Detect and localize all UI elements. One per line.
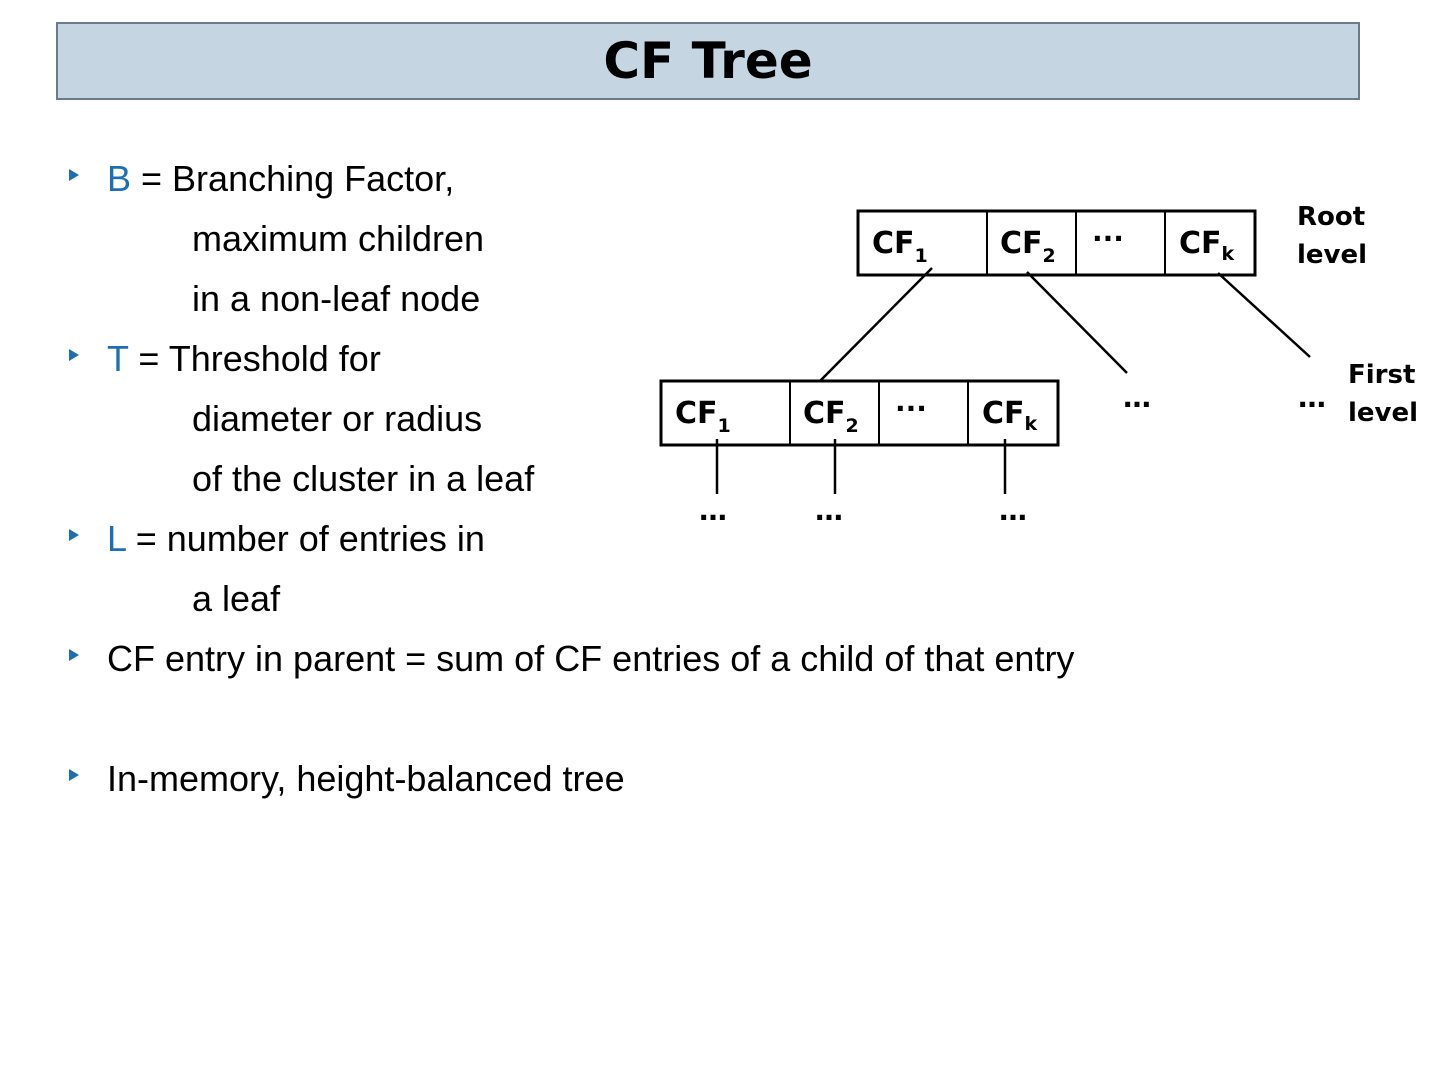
root-cf2-ellipsis: … [1123,381,1151,414]
bullet-cf-entry: CF entry in parent = sum of CF entries of a child of that entry [107,638,1075,679]
first-level-label-line-1: First [1348,360,1416,390]
root-level-label-line-2: level [1297,240,1368,270]
first-level-node [661,381,1058,445]
bullet-b-text: = Branching Factor, [131,158,455,199]
root-level-label [1297,198,1367,274]
root-entry-2: $CF_2$ [1000,226,1056,267]
root-node [858,211,1255,275]
first-entry-dots: ··· [895,392,927,425]
first-entry-k: $CF_k$ [982,396,1038,435]
edge-root-cf2 [1027,272,1127,373]
bullet-b-line-3: in a non-leaf node [192,278,481,319]
bullet-t-line-3: of the cluster in a leaf [192,458,535,499]
bullet-l-key: L [107,518,126,559]
root-cfk-ellipsis: … [1298,381,1326,414]
root-entry-1: $CF_1$ [872,226,928,267]
first-level-label-line-2: level [1348,398,1419,428]
bullet-t-key: T [107,338,129,379]
root-entry-k: $CF_k$ [1179,226,1235,265]
bullet-l-line-2: a leaf [192,578,281,619]
first-cfk-ellipsis: … [999,494,1027,527]
first-entry-1: $CF_1$ [675,396,731,437]
edge-root-cf1 [820,268,932,381]
first-cf1-ellipsis: … [699,494,727,527]
bullet-t-text: = Threshold for [128,338,381,379]
edge-root-cfk [1218,273,1310,357]
bullet-l-text: = number of entries in [125,518,485,559]
bullet-in-memory: In-memory, height-balanced tree [107,758,625,799]
bullet-t-line-2: diameter or radius [192,398,483,439]
first-entry-2: $CF_2$ [803,396,859,437]
root-level-label-line-1: Root [1297,202,1366,232]
bullet-b-key: B [107,158,132,199]
root-entry-dots: ··· [1092,222,1124,255]
bullet-b-line-2: maximum children [192,218,485,259]
first-level-label [1348,356,1418,432]
first-cf2-ellipsis: … [815,494,843,527]
slide-title: CF Tree [603,32,813,90]
